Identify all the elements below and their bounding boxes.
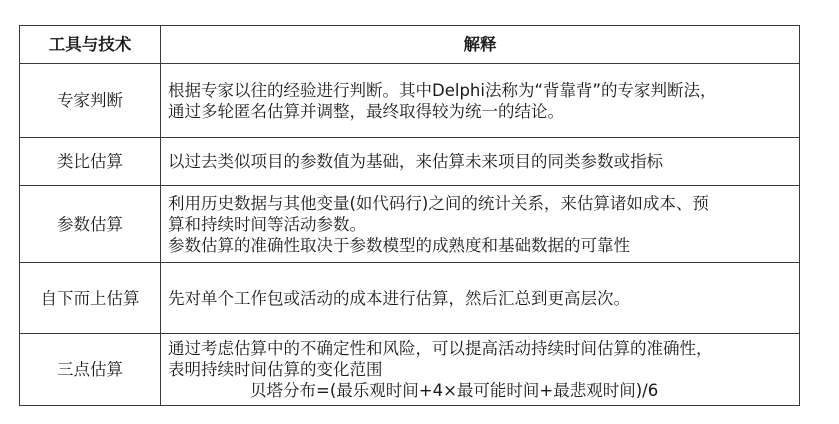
table-row-parametric-estimating [20, 186, 800, 263]
explanation-line: 通过考虑估算中的不确定性和风险，可以提高活动持续时间估算的准确性， [168, 339, 713, 358]
explanation-line: 根据专家以往的经验进行判断。其中Delphi法称为“背靠背”的专家判断法， [168, 80, 717, 100]
table-row-bottom-up-estimating [20, 263, 800, 334]
explanation-line: 参数估算的准确性取决于参数模型的成熟度和基础数据的可靠性 [168, 235, 630, 255]
explanation-line: 通过多轮匿名估算并调整，最终取得较为统一的结论。 [168, 101, 564, 121]
explanation-cell [161, 186, 800, 263]
tool-name-cell: 三点估算 [20, 334, 161, 406]
tool-name-cell: 自下而上估算 [20, 263, 161, 334]
explanation-cell [161, 334, 800, 406]
tool-name-cell: 类比估算 [20, 138, 161, 186]
tools-techniques-table-wrapper [19, 25, 800, 406]
tool-name-cell: 专家判断 [20, 64, 161, 138]
explanation-line: 利用历史数据与其他变量(如代码行)之间的统计关系，来估算诸如成本、预 [168, 193, 709, 213]
table-row-three-point-estimating [20, 334, 800, 406]
header-tool: 工具与技术 [20, 26, 161, 64]
header-explanation: 解释 [161, 26, 800, 64]
explanation-line: 以过去类似项目的参数值为基础，来估算未来项目的同类参数或指标 [168, 152, 663, 171]
explanation-cell [161, 263, 800, 334]
explanation-line: 算和持续时间等活动参数。 [168, 214, 366, 234]
tool-name-cell: 参数估算 [20, 186, 161, 263]
header-row [20, 26, 800, 64]
beta-distribution-formula: 贝塔分布=(最乐观时间+4×最可能时间+最悲观时间)/6 [250, 381, 659, 400]
explanation-cell [161, 138, 800, 186]
explanation-line: 先对单个工作包或活动的成本进行估算，然后汇总到更高层次。 [168, 288, 630, 308]
tools-techniques-table [19, 25, 800, 406]
table-row-analogous-estimating [20, 138, 800, 186]
explanation-line: 表明持续时间估算的变化范围 [168, 360, 383, 379]
explanation-cell [161, 64, 800, 138]
table-row-expert-judgment [20, 64, 800, 138]
